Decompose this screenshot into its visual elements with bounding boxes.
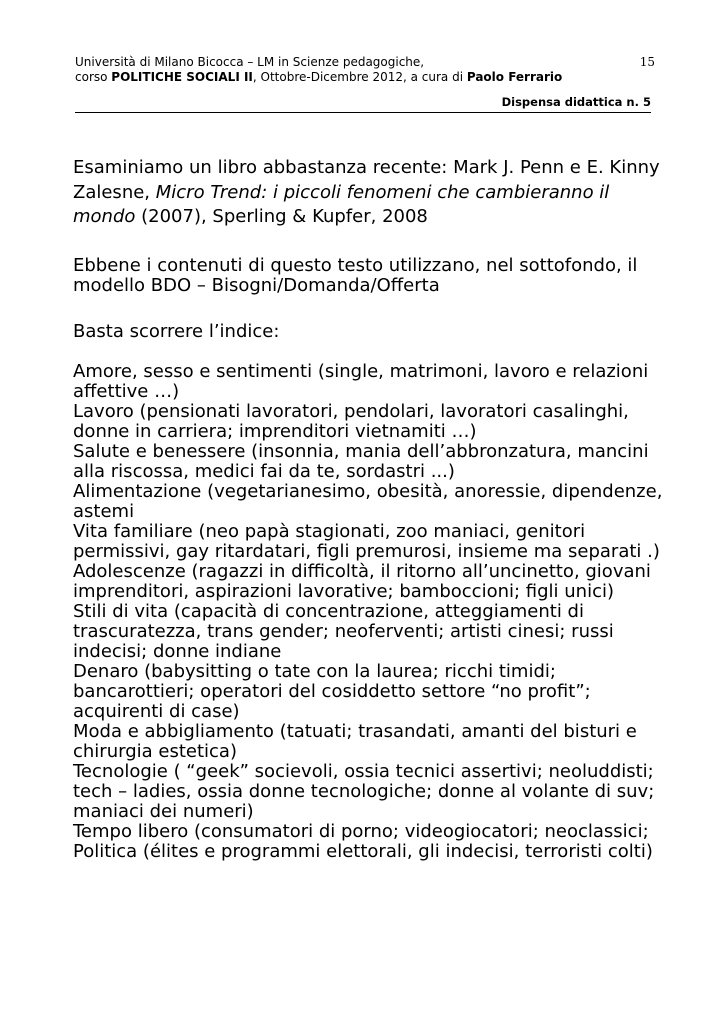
- bdo-paragraph: Ebbene i contenuti di questo testo utilizzano, nel sottofondo, il modello BDO – Bisogni/Domanda/Offerta: [73, 254, 638, 296]
- header-course-line: [75, 70, 655, 85]
- index-item-moda: Moda e abbigliamento (tatuati; trasandati, amanti del bisturi e chirurgia estetica): [73, 720, 637, 762]
- header-course-dates: , Ottobre-Dicembre 2012, a cura di: [252, 70, 467, 84]
- header-author: Paolo Ferrario: [466, 70, 563, 84]
- dispensa-label: Dispensa didattica n. 5: [75, 95, 651, 113]
- index-item-denaro: Denaro (babysitting o tate con la laurea; ricchi timidi; bancarottieri; operatori del cosiddetto settore “no profit”; acquirenti di case): [73, 660, 591, 722]
- document-body: [73, 156, 673, 862]
- index-item-adolescenze: Adolescenze (ragazzi in difficoltà, il ritorno all’uncinetto, giovani imprenditori, aspirazioni lavorative; bamboccioni; figli unici): [73, 560, 651, 602]
- index-item-alimentazione: Alimentazione (vegetarianesimo, obesità, anoressie, dipendenze, astemi: [73, 480, 663, 522]
- header-course-name: POLITICHE SOCIALI II: [111, 70, 253, 84]
- index-item-stili-di-vita: Stili di vita (capacità di concentrazione, atteggiamenti di trascuratezza, trans gender; neoferventi; artisti cinesi; russi indecisi; donne indiane: [73, 600, 614, 662]
- index-item-tecnologie: Tecnologie ( “geek” socievoli, ossia tecnici assertivi; neoluddisti; tech – ladies, ossia donne tecnologiche; donne al volante di suv; maniaci dei numeri): [73, 760, 655, 822]
- page-number: 15: [639, 55, 655, 69]
- index-item-vita-familiare: Vita familiare (neo papà stagionati, zoo maniaci, genitori permissivi, gay ritardatari, figli premurosi, insieme ma separati .): [73, 520, 660, 562]
- page-header: [75, 55, 655, 85]
- index-item-salute: Salute e benessere (insonnia, mania dell’abbronzatura, mancini alla riscossa, medici fai da te, sordastri ...): [73, 440, 649, 482]
- index-item-politica: Politica (élites e programmi elettorali, gli indecisi, terroristi colti): [73, 840, 653, 862]
- index-list: [73, 362, 673, 862]
- index-item-lavoro: Lavoro (pensionati lavoratori, pendolari, lavoratori casalinghi, donne in carriera; imprenditori vietnamiti …): [73, 400, 629, 442]
- header-university-line: Università di Milano Bicocca – LM in Scienze pedagogiche,: [75, 55, 425, 69]
- index-item-tempo-libero: Tempo libero (consumatori di porno; videogiocatori; neoclassici;: [73, 820, 649, 842]
- index-item-amore: Amore, sesso e sentimenti (single, matrimoni, lavoro e relazioni affettive …): [73, 360, 649, 402]
- intro-text-part1: Esaminiamo un libro abbastanza recente: Mark J. Penn e E. Kinny Zalesne,: [73, 157, 660, 203]
- intro-text-part2: (2007), Sperling & Kupfer, 2008: [135, 206, 428, 227]
- index-intro: Basta scorrere l’indice:: [73, 320, 280, 342]
- header-course-prefix: corso: [75, 70, 112, 84]
- intro-paragraph: [73, 156, 673, 230]
- book-title: Micro Trend: i piccoli fenomeni che cambieranno il mondo: [73, 181, 610, 227]
